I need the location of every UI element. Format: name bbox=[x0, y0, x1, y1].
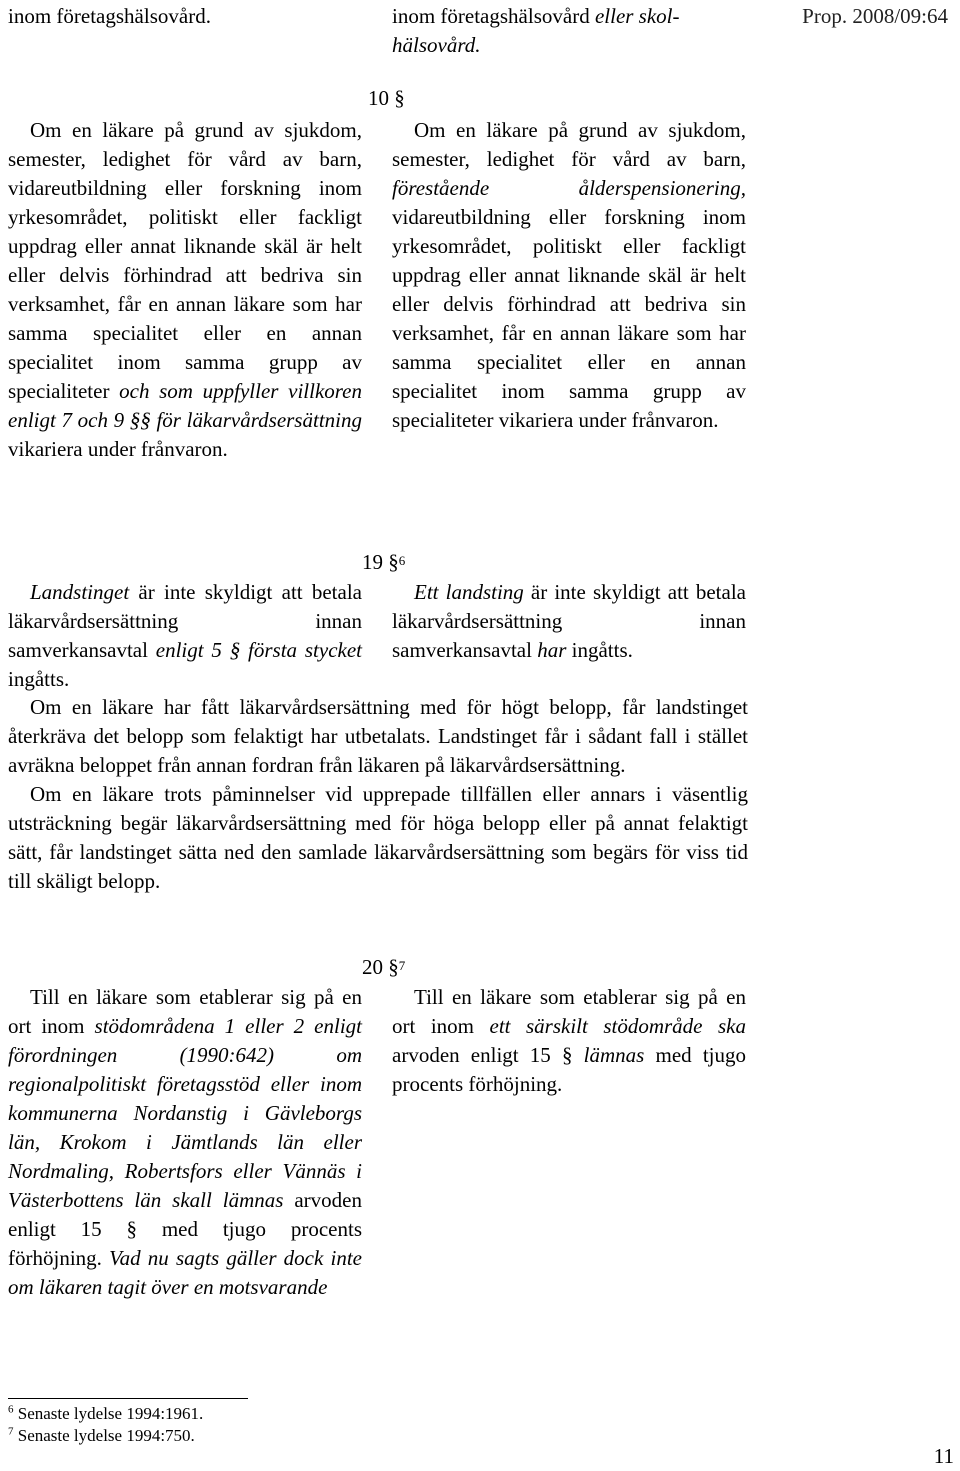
b10-left-paragraph bbox=[8, 116, 362, 464]
section-20-old-text bbox=[8, 983, 362, 1302]
text-run: ett särskilt stödområde ska bbox=[489, 1014, 746, 1038]
text-run: Om en läkare på grund av sjukdom, semester, ledighet för vård av barn, bbox=[392, 118, 746, 171]
b20-right-paragraph bbox=[392, 983, 746, 1099]
section-10-new-text bbox=[392, 116, 746, 435]
footnote-ref-6: 6 bbox=[398, 553, 406, 568]
text-run: stödområdena 1 eller 2 enligt förordningen (1990:642) om regionalpolitiskt företagsstöd eller inom kommunerna Nordanstig i Gävleborgs län, Krokom i Jämtlands län eller Nordmaling, Robertsfors eller Vännäs i Västerbottens län skall lämnas bbox=[8, 1014, 362, 1212]
header-middle-line2: hälsovård. bbox=[392, 33, 481, 57]
section-number-10 bbox=[368, 84, 405, 113]
text-run: och som uppfyller villkoren enligt 7 och 9 §§ för läkarvårdsersättning bbox=[8, 379, 362, 432]
section-19-new-text bbox=[392, 578, 746, 665]
text-run: lämnas bbox=[583, 1043, 645, 1067]
text-run: arvoden enligt 15 § bbox=[392, 1043, 584, 1067]
b19-left-paragraph bbox=[8, 578, 362, 694]
text-run: Till en läkare som etablerar sig på en ort inom bbox=[392, 985, 746, 1038]
text-run: Om en läkare på grund av sjukdom, semester, ledighet för vård av barn, vidareutbildning eller forskning inom yrkesområdet, politiskt eller fackligt uppdrag eller annat liknande skäl är helt eller delvis förhindrad att bedriva sin verksamhet, får en annan läkare som har samma specialitet eller en annan specialitet inom samma grupp av specialiteter bbox=[8, 118, 362, 403]
section-number-20 bbox=[362, 953, 405, 984]
text-run: har bbox=[537, 638, 567, 662]
text-run: Till en läkare som etablerar sig på en ort inom bbox=[8, 985, 362, 1038]
b19-right-paragraph bbox=[392, 578, 746, 665]
text-run: förestående ålderspensionering, bbox=[392, 176, 746, 200]
footnote-7 bbox=[8, 1425, 195, 1447]
footnote-6-number: 6 bbox=[8, 1403, 14, 1416]
paragraph-reduction: Om en läkare trots påminnelser vid upprepade tillfällen eller annars i väsentlig utsträckning begär läkarvårdsersättning med för höga belopp eller på annat felaktigt sätt, får landstinget sätta ned den samlade läkarvårdsersättning som begärs för viss tid till skäligt belopp. bbox=[8, 782, 748, 893]
paragraph-repayment: Om en läkare har fått läkarvårdsersättning med för högt belopp, får landstinget återkräva det belopp som felaktigt har utbetalats. Landstinget får i sådant fall i stället avräkna beloppet från annan fordran från läkaren på läkarvårdsersättning. bbox=[8, 695, 748, 777]
footnote-7-number: 7 bbox=[8, 1425, 14, 1438]
section-10-label: 10 § bbox=[368, 86, 405, 110]
section-20-label: 20 § bbox=[362, 955, 399, 979]
footnote-ref-7: 7 bbox=[398, 958, 406, 973]
header-middle-text: inom företagshälsovård bbox=[392, 4, 595, 28]
section-10-old-text bbox=[8, 116, 362, 464]
text-run: vikariera under frånvaron. bbox=[8, 437, 228, 461]
section-number-19 bbox=[362, 548, 405, 579]
text-run: ingåtts. bbox=[566, 638, 633, 662]
section-19-label: 19 § bbox=[362, 550, 399, 574]
shared-paragraphs bbox=[8, 693, 748, 896]
b10-right-paragraph bbox=[392, 116, 746, 435]
text-run: ingåtts. bbox=[8, 667, 70, 691]
header-middle-italic: eller skol- bbox=[594, 4, 680, 28]
b20-left-paragraph bbox=[8, 983, 362, 1302]
text-run: enligt 5 § första stycket bbox=[155, 638, 362, 662]
text-run: vidareutbildning eller forskning inom yrkesområdet, politiskt eller fackligt uppdrag eller annat liknande skäl är helt eller delvis förhindrad att bedriva sin verksamhet, får en annan läkare som har samma specialitet eller en annan specialitet inom samma grupp av specialiteter vikariera under frånvaron. bbox=[392, 205, 746, 432]
running-header-middle bbox=[392, 2, 752, 60]
text-run: är inte skyldigt att betala läkarvårdsersättning innan samverkansavtal bbox=[8, 580, 362, 662]
text-run: Vad nu sagts gäller dock inte om läkaren tagit över en motsvarande bbox=[8, 1246, 362, 1299]
text-run: med tjugo procents förhöjning. bbox=[392, 1043, 746, 1096]
text-run: Ett landsting bbox=[414, 580, 524, 604]
footnote-separator bbox=[8, 1398, 248, 1399]
section-19-old-text bbox=[8, 578, 362, 694]
footnote-6-text: Senaste lydelse 1994:1961. bbox=[17, 1404, 204, 1423]
footnote-7-text: Senaste lydelse 1994:750. bbox=[17, 1426, 195, 1445]
text-run: Landstinget bbox=[30, 580, 130, 604]
running-header-left: inom företagshälsovård. bbox=[8, 4, 211, 28]
text-run: är inte skyldigt att betala läkarvårdsersättning innan samverkansavtal bbox=[392, 580, 746, 662]
text-run: arvoden enligt 15 § med tjugo procents förhöjning. bbox=[8, 1188, 362, 1270]
document-reference: Prop. 2008/09:64 bbox=[802, 4, 948, 28]
section-20-new-text bbox=[392, 983, 746, 1099]
page-number: 11 bbox=[933, 1444, 954, 1468]
footnote-6 bbox=[8, 1403, 203, 1425]
